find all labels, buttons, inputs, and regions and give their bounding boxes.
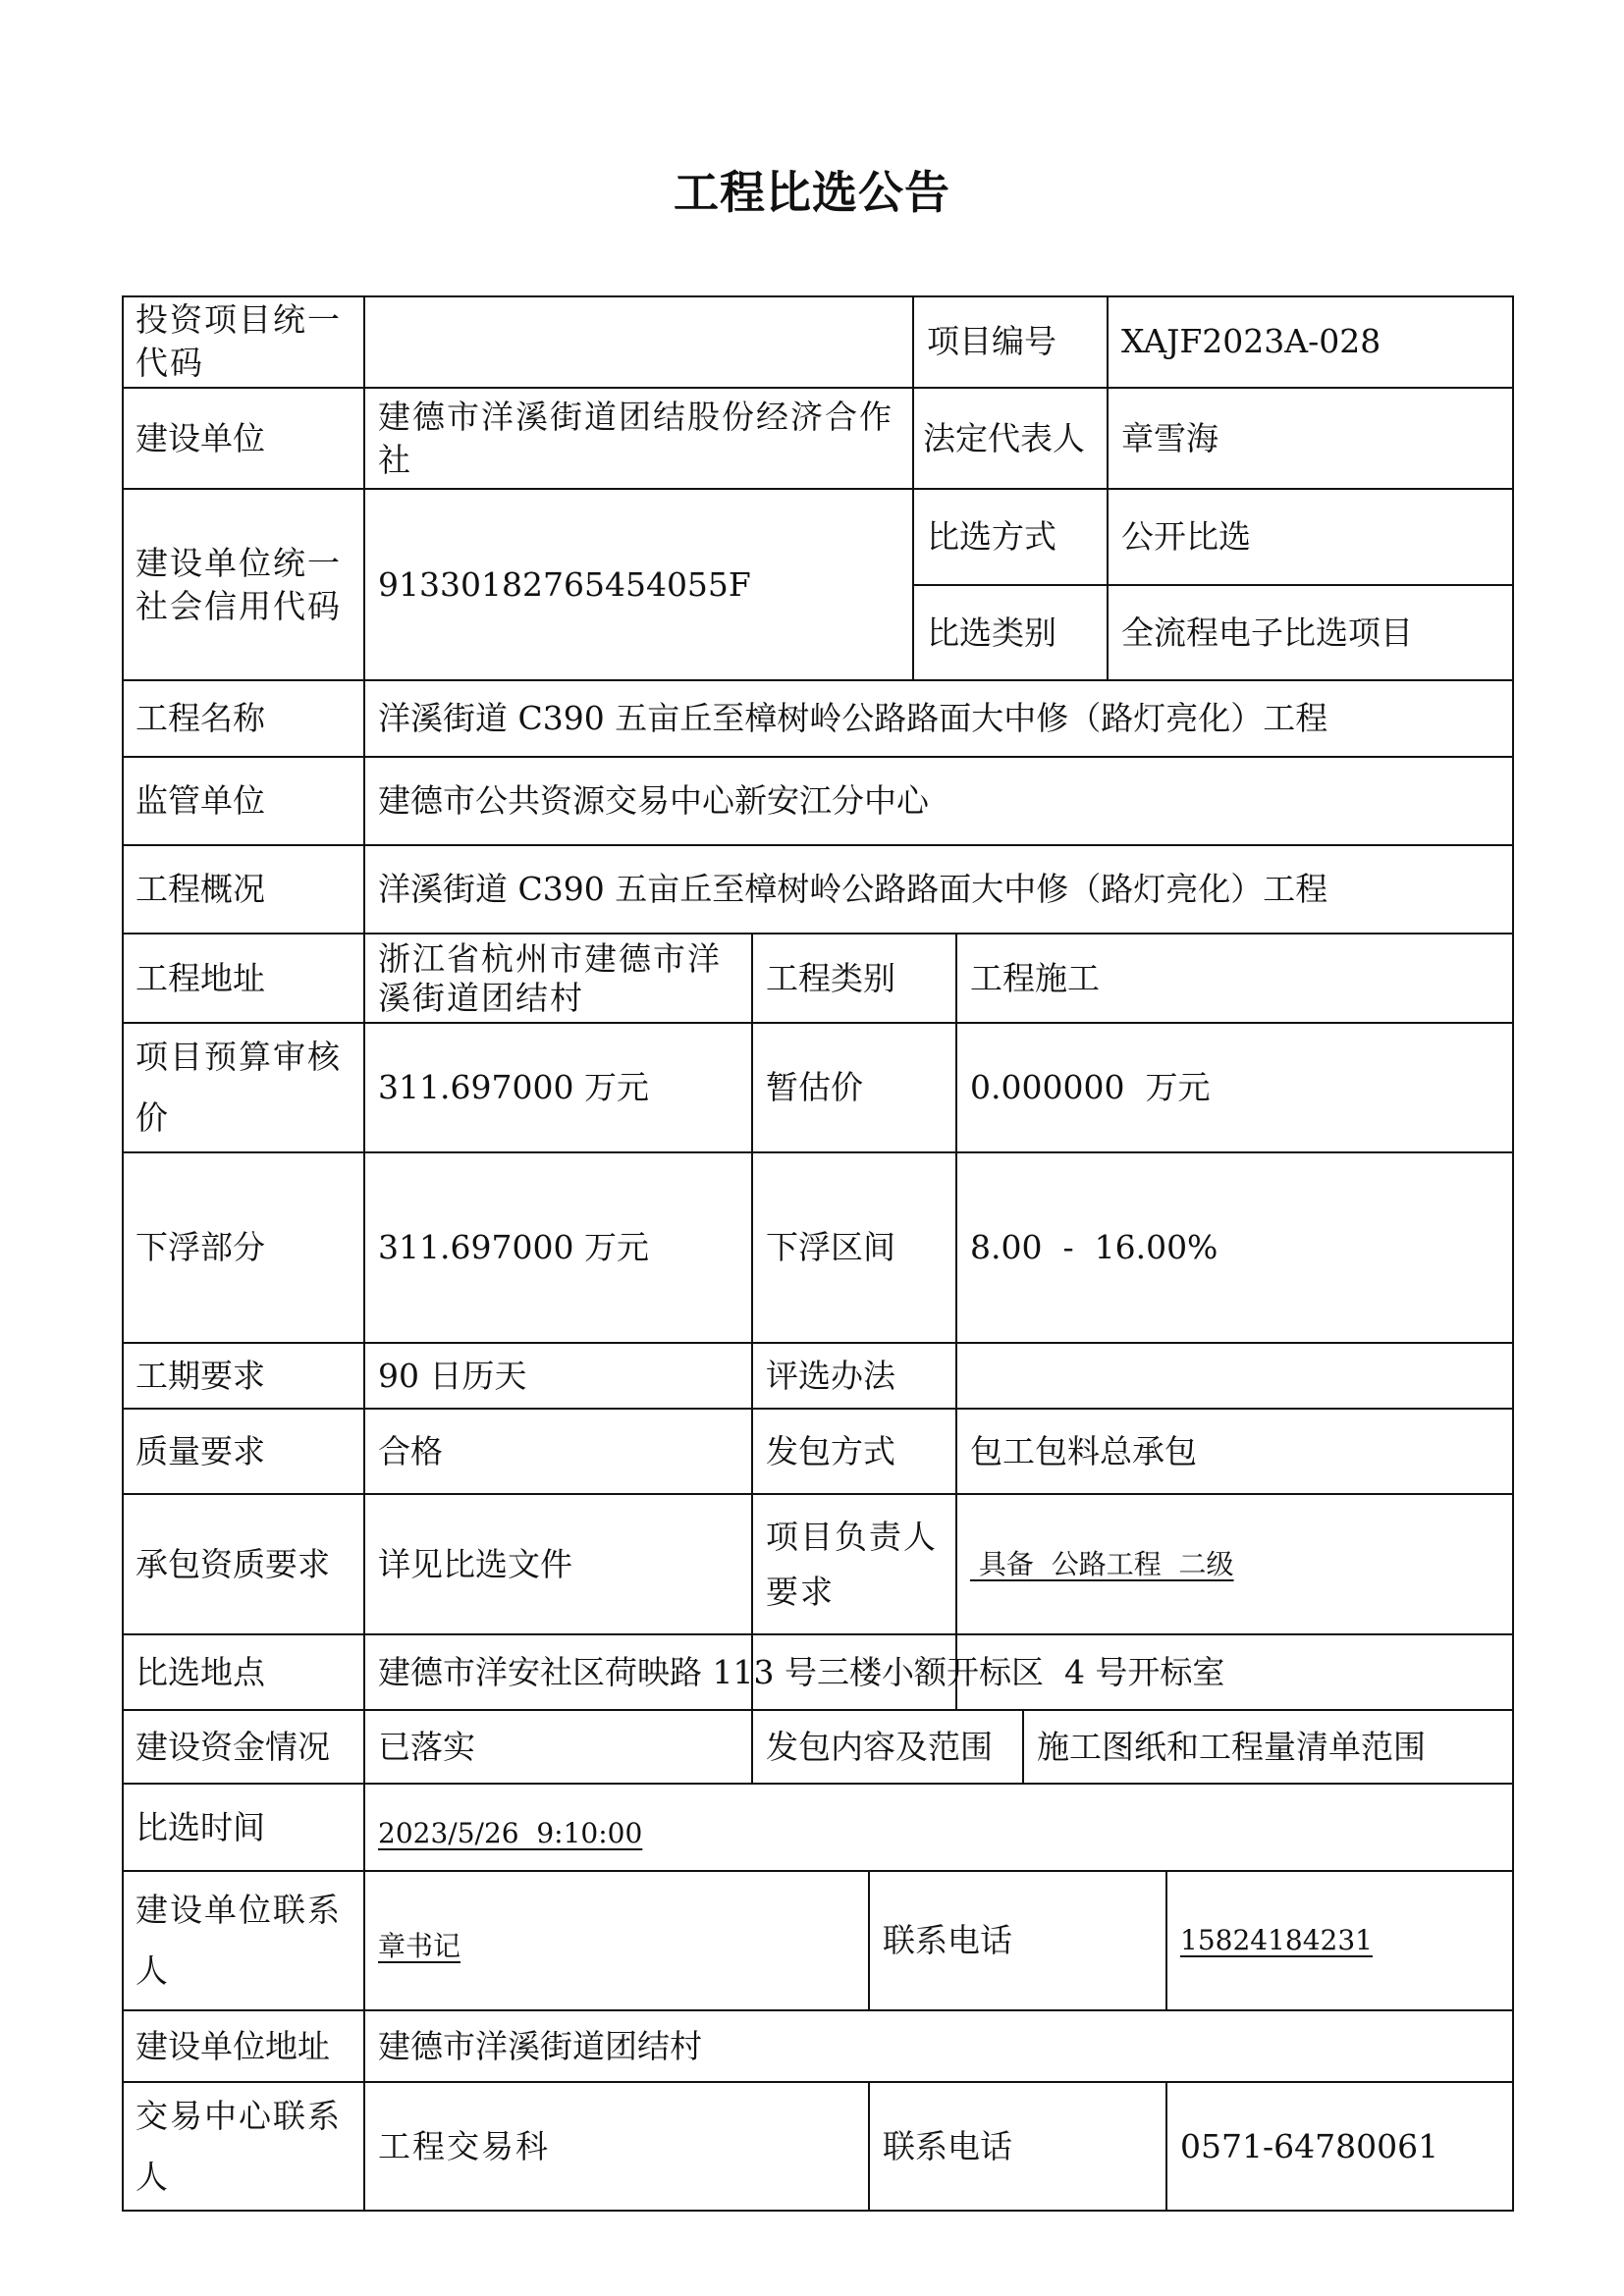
selection-method-value: 公开比选 bbox=[1121, 517, 1251, 556]
project-number-value: XAJF2023A-028 bbox=[1121, 322, 1381, 360]
center-phone-label: 联系电话 bbox=[883, 2127, 1012, 2165]
builder-phone-label: 联系电话 bbox=[883, 1921, 1012, 1959]
time-value: 2023/5/26 9:10:00 bbox=[378, 1816, 643, 1849]
builder-value: 建德市洋溪街道团结股份经济合作社 bbox=[378, 397, 893, 479]
investment-code-value bbox=[364, 295, 913, 388]
announcement-table bbox=[122, 295, 1514, 2212]
selection-category-label: 比选类别 bbox=[927, 613, 1056, 652]
project-name-label: 工程名称 bbox=[135, 699, 265, 737]
funding-value: 已落实 bbox=[378, 1727, 475, 1766]
overview-value: 洋溪街道 C390 五亩丘至樟树岭公路路面大中修（路灯亮化）工程 bbox=[378, 870, 1328, 908]
supervisor-value: 建德市公共资源交易中心新安江分中心 bbox=[378, 781, 929, 820]
qualification-label: 承包资质要求 bbox=[135, 1544, 330, 1583]
builder-address-value: 建德市洋溪街道团结村 bbox=[378, 2026, 702, 2065]
budget-value: 311.697000 万元 bbox=[378, 1068, 649, 1106]
center-phone-value: 0571-64780061 bbox=[1180, 2127, 1439, 2165]
project-name-value: 洋溪街道 C390 五亩丘至樟树岭公路路面大中修（路灯亮化）工程 bbox=[378, 699, 1328, 737]
page-title: 工程比选公告 bbox=[674, 166, 950, 219]
manager-req-label: 项目负责人要求 bbox=[766, 1517, 938, 1611]
evaluation-label: 评选办法 bbox=[766, 1356, 895, 1395]
scope-label: 发包内容及范围 bbox=[766, 1727, 993, 1766]
builder-contact-value: 章书记 bbox=[378, 1930, 461, 1962]
center-contact-label: 交易中心联系人 bbox=[135, 2097, 342, 2196]
contract-mode-value: 包工包料总承包 bbox=[970, 1431, 1197, 1470]
provisional-label: 暂估价 bbox=[766, 1068, 863, 1106]
contract-mode-label: 发包方式 bbox=[766, 1431, 895, 1470]
float-range-label: 下浮区间 bbox=[766, 1228, 895, 1266]
time-label: 比选时间 bbox=[135, 1807, 265, 1846]
address-label: 工程地址 bbox=[135, 958, 265, 997]
funding-label: 建设资金情况 bbox=[135, 1727, 330, 1766]
duration-label: 工期要求 bbox=[135, 1356, 265, 1395]
float-range-value: 8.00 - 16.00% bbox=[970, 1228, 1218, 1266]
float-part-value: 311.697000 万元 bbox=[378, 1228, 649, 1266]
provisional-value: 0.000000 万元 bbox=[970, 1068, 1211, 1106]
credit-code-value: 91330182765454055F bbox=[378, 564, 751, 604]
duration-value: 90 日历天 bbox=[378, 1356, 527, 1395]
selection-method-label: 比选方式 bbox=[927, 517, 1056, 556]
supervisor-label: 监管单位 bbox=[135, 781, 265, 820]
location-label: 比选地点 bbox=[135, 1652, 265, 1691]
builder-address-label: 建设单位地址 bbox=[135, 2026, 330, 2065]
builder-contact-label: 建设单位联系人 bbox=[135, 1891, 342, 1990]
qualification-value: 详见比选文件 bbox=[378, 1544, 572, 1583]
quality-label: 质量要求 bbox=[135, 1431, 265, 1470]
location-value: 建德市洋安社区荷映路 113 号三楼小额开标区 4 号开标室 bbox=[378, 1652, 1225, 1691]
overview-label: 工程概况 bbox=[135, 870, 265, 908]
address-value: 浙江省杭州市建德市洋溪街道团结村 bbox=[378, 938, 722, 1017]
scope-value: 施工图纸和工程量清单范围 bbox=[1037, 1727, 1426, 1766]
project-number-label: 项目编号 bbox=[927, 322, 1056, 360]
quality-value: 合格 bbox=[378, 1431, 443, 1470]
legal-rep-label: 法定代表人 bbox=[923, 418, 1085, 457]
evaluation-value bbox=[956, 1343, 1514, 1409]
float-part-label: 下浮部分 bbox=[135, 1228, 265, 1266]
project-type-label: 工程类别 bbox=[766, 958, 895, 997]
center-contact-value: 工程交易科 bbox=[378, 2127, 550, 2165]
legal-rep-value: 章雪海 bbox=[1121, 418, 1218, 457]
project-type-value: 工程施工 bbox=[970, 958, 1100, 997]
credit-code-label: 建设单位统一社会信用代码 bbox=[135, 543, 342, 625]
selection-category-value: 全流程电子比选项目 bbox=[1121, 613, 1413, 652]
manager-req-value: 具备 公路工程 二级 bbox=[970, 1547, 1234, 1580]
investment-code-label: 投资项目统一代码 bbox=[135, 300, 342, 382]
builder-label: 建设单位 bbox=[135, 418, 265, 457]
budget-label: 项目预算审核价 bbox=[135, 1038, 342, 1137]
builder-phone-value: 15824184231 bbox=[1180, 1924, 1373, 1956]
